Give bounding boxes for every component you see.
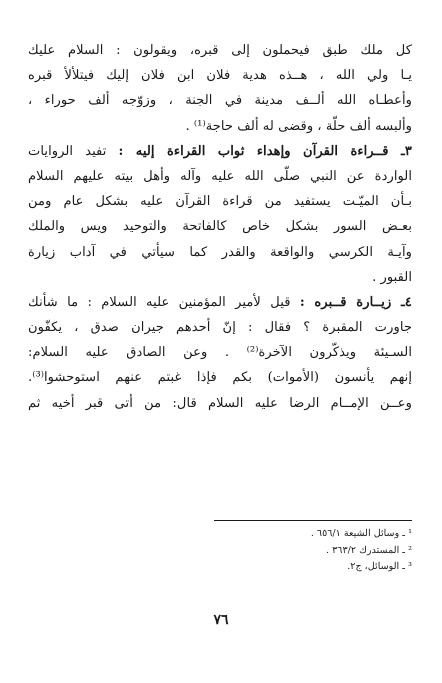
- line-9-text: وآيـة الكرسي والواقعة والقدر كما سيأتي في آداب زيارة: [28, 244, 412, 260]
- line-15-text: وعــن الإمــام الرضا عليه السلام قال: من أتى قبر أخيه ثم: [28, 395, 412, 411]
- text-line-1: [28, 38, 412, 63]
- footnotes: [30, 526, 412, 576]
- section-4-heading: ٤ـ زيــارة قــبره :: [299, 294, 412, 310]
- line-3-text: وأعطـاه الله ألــف مدينة في الجنة ، وزوّجه ألف حوراء ،: [28, 93, 412, 109]
- text-line-15: [28, 391, 412, 416]
- line-8-text: بعـض السور بشكل خاص كالفاتحة والتوحيد ويس والملك: [28, 219, 412, 235]
- line-1-text: كل ملك طبق فيحملون إلى قبره، ويقولون : السلام عليك: [28, 43, 412, 58]
- line-6-text: الواردة عن النبي صلّى الله عليه وآله وأهل بيته عليهم السلام: [28, 168, 412, 184]
- line-13-text: السـيئة ويذكّرون الآخرة⁽²⁾ . وعن الصادق عليه السلام:: [28, 345, 412, 361]
- section-3-heading: ٣ـ قــراءة القرآن وإهداء ثواب القراءة إليه :: [118, 143, 412, 159]
- line-10-text: القبور .: [372, 269, 412, 285]
- line-11-text: قيل لأمير المؤمنين عليه السلام : ما شأنك: [28, 294, 300, 310]
- text-line-6: [28, 164, 412, 189]
- line-7-text: بـأن الميّـت يستفيد من قراءة القرآن عليه بشكل عام ومن: [28, 194, 412, 210]
- text-line-2: [28, 63, 412, 88]
- section-4-heading-line: [28, 290, 412, 315]
- line-14-text: إنهم يأنسون (الأموات) بكم فإذا غبتم عنهم استوحشوا⁽³⁾.: [28, 370, 412, 386]
- footnote-divider: [214, 520, 412, 521]
- footnote-2: ² ـ المستدرك ٣٦٣/٢ .: [326, 544, 412, 556]
- text-line-13: [28, 340, 412, 365]
- section-3-heading-line: [28, 139, 412, 164]
- text-line-4: [28, 114, 412, 139]
- text-line-8: [28, 214, 412, 239]
- text-line-12: [28, 315, 412, 340]
- text-line-7: [28, 189, 412, 214]
- body-text: [28, 38, 412, 416]
- footnote-3: ³ ـ الوسائل، ج٢.: [347, 561, 412, 572]
- text-line-10: [28, 265, 412, 290]
- text-line-9: [28, 240, 412, 265]
- text-line-3: [28, 88, 412, 113]
- line-5-text: تفيد الروايات: [28, 143, 119, 159]
- line-2-text: يـا ولي الله ، هــذه هدية فلان ابن فلان إليك فيتلألأ قبره: [28, 68, 412, 84]
- line-4-text: وألبسه ألف حلّة ، وقضى له ألف حاجة⁽¹⁾ .: [185, 118, 412, 134]
- page-number: ٧٦: [213, 612, 229, 628]
- text-line-14: [28, 365, 412, 390]
- footnote-1: ¹ ـ وسائل الشيعة ٦٥٦/١ .: [310, 528, 412, 539]
- line-12-text: جاورت المقبرة ؟ فقال : إنّ أحدهم جيران صدق ، يكفّون: [28, 320, 412, 336]
